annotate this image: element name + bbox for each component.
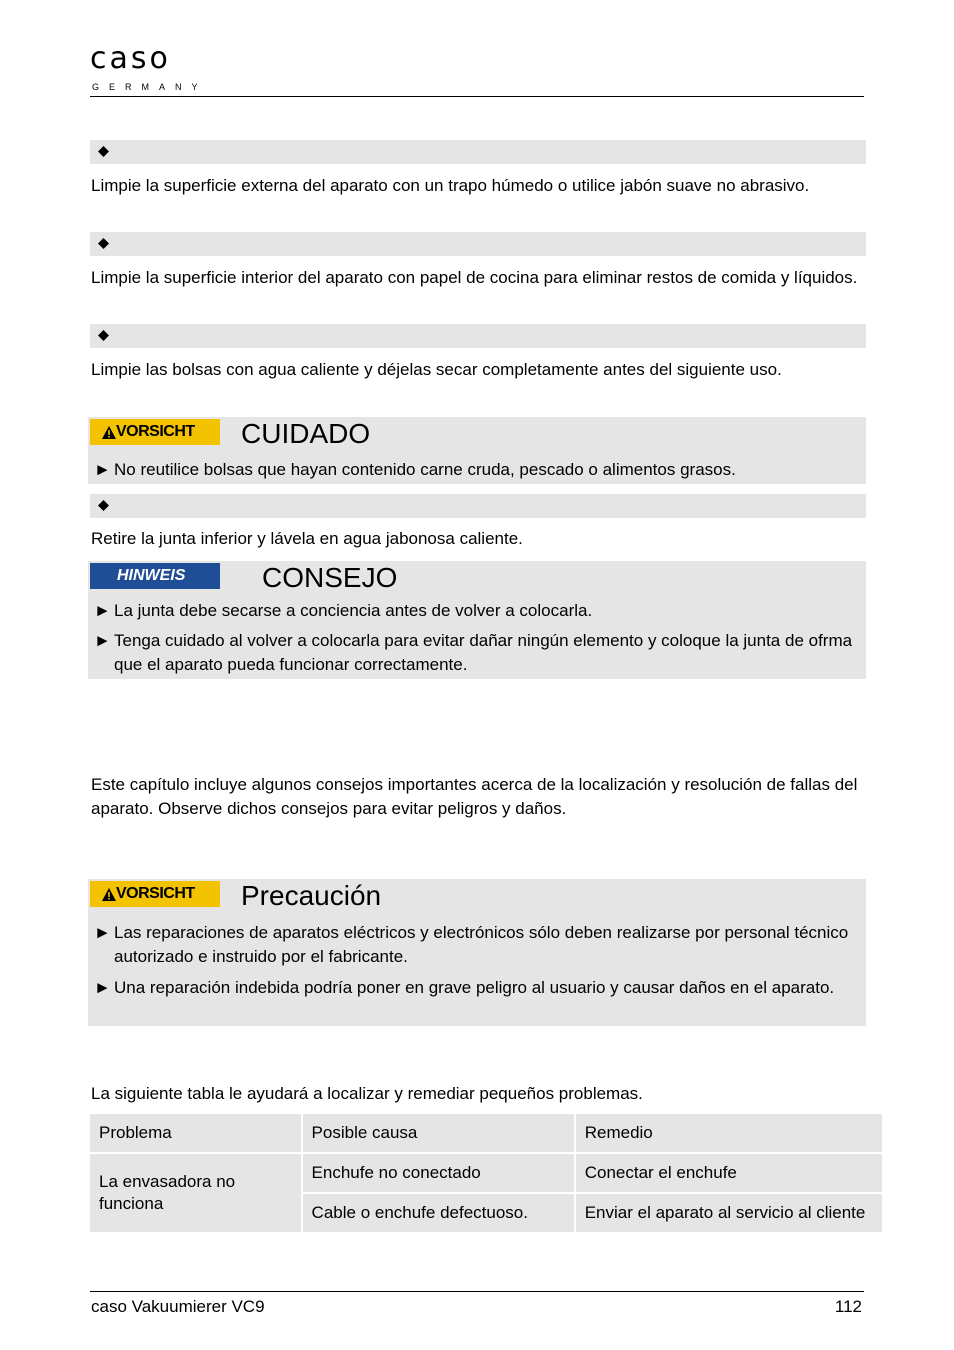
table-row [90, 1154, 882, 1192]
notice-title: Precaución [241, 880, 382, 911]
table-header-cell: Problema [90, 1114, 301, 1152]
section-text: Limpie la superficie externa del aparato con un trapo húmedo o utilice jabón suave no abrasivo. [91, 176, 810, 195]
troubleshooting-table [88, 1112, 884, 1234]
brand-name: caso [90, 41, 171, 76]
section-bar [90, 494, 866, 518]
remedy-cell: Conectar el enchufe [576, 1154, 882, 1192]
pointer-arrow-icon: ► [94, 460, 111, 479]
warning-notice [88, 879, 866, 1026]
pointer-arrow-icon: ► [94, 923, 111, 942]
section-text: Limpie las bolsas con agua caliente y déjelas secar completamente antes del siguiente uso. [91, 360, 782, 379]
warning-triangle-icon [102, 888, 116, 901]
warning-triangle-icon [102, 426, 116, 439]
remedy-cell: Enviar el aparato al servicio al cliente [576, 1194, 882, 1232]
section-text: Retire la junta inferior y lávela en agua jabonosa caliente. [91, 529, 523, 548]
notice-title: CUIDADO [241, 418, 371, 449]
table-header-cell: Remedio [576, 1114, 882, 1152]
diamond-bullet-icon [98, 146, 109, 157]
notice-item [92, 921, 880, 969]
section-bar [90, 232, 866, 256]
notice-item-text: La junta debe secarse a conciencia antes de volver a colocarla. [114, 601, 593, 620]
hint-notice [88, 561, 866, 679]
badge-label: VORSICHT [116, 885, 195, 902]
cause-cell: Enchufe no conectado [303, 1154, 574, 1192]
vorsicht-badge [90, 881, 220, 907]
badge-label: HINWEIS [117, 567, 186, 584]
page-number: 112 [834, 1297, 862, 1316]
footer-rule [90, 1291, 864, 1292]
notice-item-text: Tenga cuidado al volver a colocarla para evitar dañar ningún elemento y coloque la junta de ofrma que el aparato pueda funcionar correctamente. [114, 631, 853, 674]
vorsicht-badge [90, 419, 220, 445]
pointer-arrow-icon: ► [94, 601, 111, 620]
pointer-arrow-icon: ► [94, 631, 111, 650]
header-rule [90, 96, 864, 97]
notice-item-text: No reutilice bolsas que hayan contenido carne cruda, pescado o alimentos grasos. [114, 460, 736, 479]
notice-item-text: Una reparación indebida podría poner en grave peligro al usuario y causar daños en el aparato. [114, 978, 835, 997]
diamond-bullet-icon [98, 330, 109, 341]
hinweis-badge [90, 563, 220, 589]
diamond-bullet-icon [98, 500, 109, 511]
notice-item [92, 629, 880, 677]
notice-title: CONSEJO [262, 562, 398, 593]
table-header-cell: Posible causa [303, 1114, 574, 1152]
section-text: Limpie la superficie interior del aparato con papel de cocina para eliminar restos de comida y líquidos. [91, 268, 858, 287]
notice-item-text: Las reparaciones de aparatos eléctricos y electrónicos sólo deben realizarse por personal técnico autorizado e instruido por el fabricante. [114, 923, 849, 966]
notice-item [92, 599, 880, 623]
table-intro: La siguiente tabla le ayudará a localizar y remediar pequeños problemas. [91, 1084, 643, 1103]
footer-product: caso Vakuumierer VC9 [91, 1297, 265, 1316]
notice-item [92, 976, 880, 1000]
section-bar [90, 324, 866, 348]
badge-label: VORSICHT [116, 423, 195, 440]
notice-item [92, 458, 880, 482]
brand-logo [76, 32, 208, 106]
cause-cell: Cable o enchufe defectuoso. [303, 1194, 574, 1232]
pointer-arrow-icon: ► [94, 978, 111, 997]
problem-cell: La envasadora no funciona [90, 1154, 301, 1232]
section-bar [90, 140, 866, 164]
warning-notice [88, 417, 866, 484]
chapter-intro: Este capítulo incluye algunos consejos importantes acerca de la localización y resolución de fallas del aparato. Observe dichos consejos para evitar peligros y daños. [91, 775, 858, 818]
brand-subtitle: GERMANY [92, 82, 208, 92]
diamond-bullet-icon [98, 238, 109, 249]
table-header-row [90, 1114, 882, 1152]
